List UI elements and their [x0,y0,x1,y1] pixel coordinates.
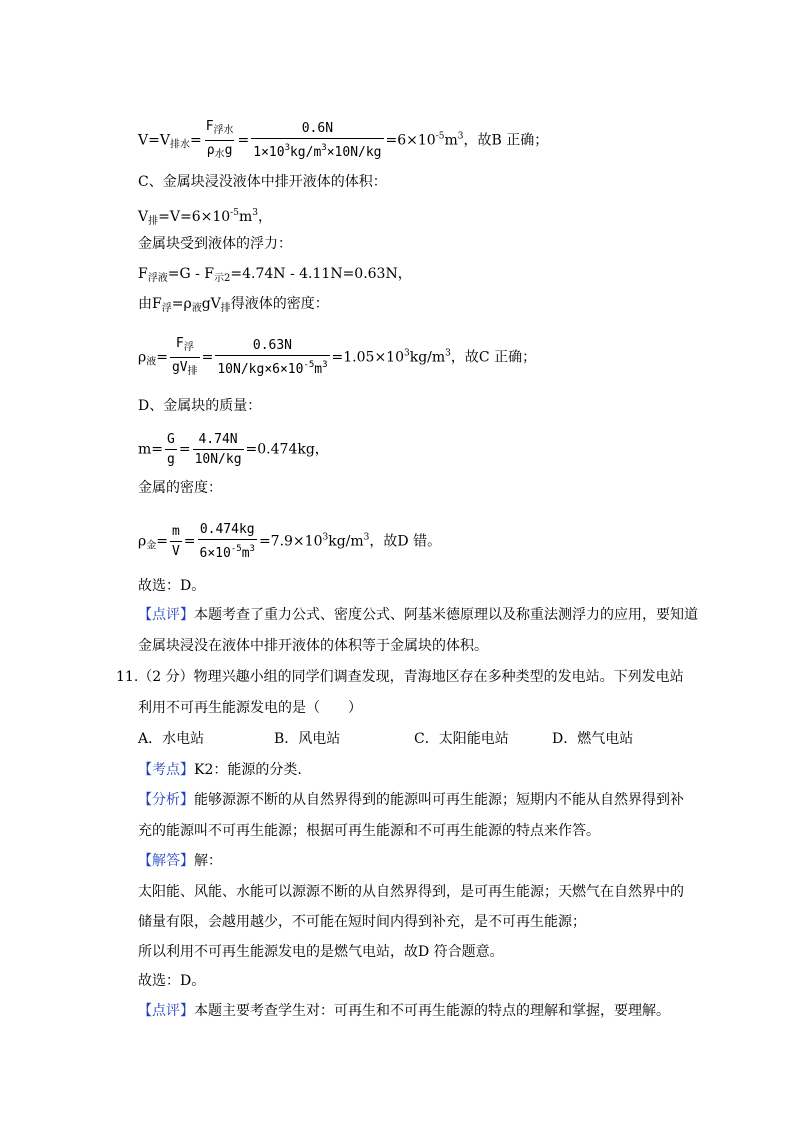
c-volume: $V_排=V=6\times 10^{-5}m^3$， [138,208,272,227]
q10-comment: 【点评】本题考查了重力公式、密度公式、阿基米德原理以及称重法测浮力的应用，要知道 [138,607,698,623]
comment-tag: 【点评】 [138,607,194,623]
dianping-tag: 【点评】 [138,1003,194,1019]
option-d: D．燃气电站 [552,731,634,747]
fraction-g-over-g: $\frac{G}{g}$ [167,432,175,467]
fraction-values: $\frac{0.474kg}{6\times 10^{-5}m^3}$ [199,522,255,561]
q11-solution-3: 所以利用不可再生能源发电的是燃气电站，故D 符合题意。 [138,944,504,960]
q10-answer: 故选：D。 [138,578,206,594]
q11-kaodian: 【考点】K2：能源的分类. [138,762,302,778]
fraction-f-over-rho-g: $\frac{F_{浮水}}{\rho_水g}$ [204,118,236,163]
q11-fenxi: 【分析】能够源源不断的从自然界得到的能源叫可再生能源；短期内不能从自然界得到补 [138,792,684,808]
fenxi-tag: 【分析】 [138,792,194,808]
c-buoy-heading: 金属块受到液体的浮力： [138,236,292,252]
q11-dianping: 【点评】本题主要考查学生对：可再生和不可再生能源的特点的理解和掌握，要理解。 [138,1003,670,1019]
fraction-m-over-v: $\frac{m}{V}$ [171,524,180,559]
fraction-values: $\frac{4.74N}{10N/kg}$ [194,432,242,467]
kaodian-tag: 【考点】 [138,762,194,778]
fraction-values: $\frac{0.63N}{10N/kg\times 6\times 10^{-5}m^3}$ [217,338,328,377]
d-mass-equation: m= $\frac{G}{g}$ = $\frac{4.74N}{10N/kg}$ =0.474kg， [138,432,329,467]
option-a: A．水电站 [138,731,205,747]
q11-solution-1: 太阳能、风能、水能可以源源不断的从自然界得到，是可再生能源；天燃气在自然界中的 [138,884,684,900]
c-density-equation: $\rho_液=$ $\frac{F_浮}{gV_排}$ = $\frac{0.63N}{10N/kg\times 6\times 10^{-5}m^3}$ $=1.05\times 10^3kg/m^3$，故C 正确； [138,335,536,380]
q11-answer: 故选：D。 [138,973,206,989]
q11-stem: 11.（2 分）物理兴趣小组的同学们调查发现，青海地区存在多种类型的发电站。下列发电站 [116,669,684,685]
q11-jieda: 【解答】解： [138,853,222,869]
fraction-f-over-gv: $\frac{F_浮}{gV_排}$ [170,335,200,380]
option-c: C．太阳能电站 [414,731,509,747]
b-volume-equation: $V=V_{排水}=$ $\frac{F_{浮水}}{\rho_水g}$ = $\frac{0.6N}{1\times 10^3kg/m^3\times 10N/kg}$ $=6\times 10^{-5}m^3$，故B 正确； [138,118,548,163]
fraction-values: $\frac{0.6N}{1\times 10^3kg/m^3\times 10N/kg}$ [253,121,382,160]
q11-options [138,729,633,749]
jieda-tag: 【解答】 [138,853,194,869]
c-heading: C、金属块浸没液体中排开液体的体积： [138,174,387,190]
d-heading: D、金属块的质量： [138,398,262,414]
d-density-heading: 金属的密度： [138,480,222,496]
q11-solution-2: 储量有限，会越用越少，不可能在短时间内得到补充，是不可再生能源； [138,914,586,930]
q10-comment-cont: 金属块浸没在液体中排开液体的体积等于金属块的体积。 [138,638,488,654]
q11-stem-cont: 利用不可再生能源发电的是（ ） [138,700,362,716]
c-from-formula: 由$F_浮=\rho_液gV_排$得液体的密度： [138,296,329,314]
c-buoyancy-calc: $F_{浮液}=G - F_{示2}=4.74N - 4.11N=0.63N$， [138,266,412,284]
q11-fenxi-cont: 充的能源叫不可再生能源；根据可再生能源和不可再生能源的特点来作答。 [138,823,600,839]
d-density-equation: $\rho_金=$ $\frac{m}{V}$ = $\frac{0.474kg}{6\times 10^{-5}m^3}$ $=7.9\times 10^3kg/m^3$，故D 错。 [138,522,442,561]
option-b: B．风电站 [274,731,341,747]
